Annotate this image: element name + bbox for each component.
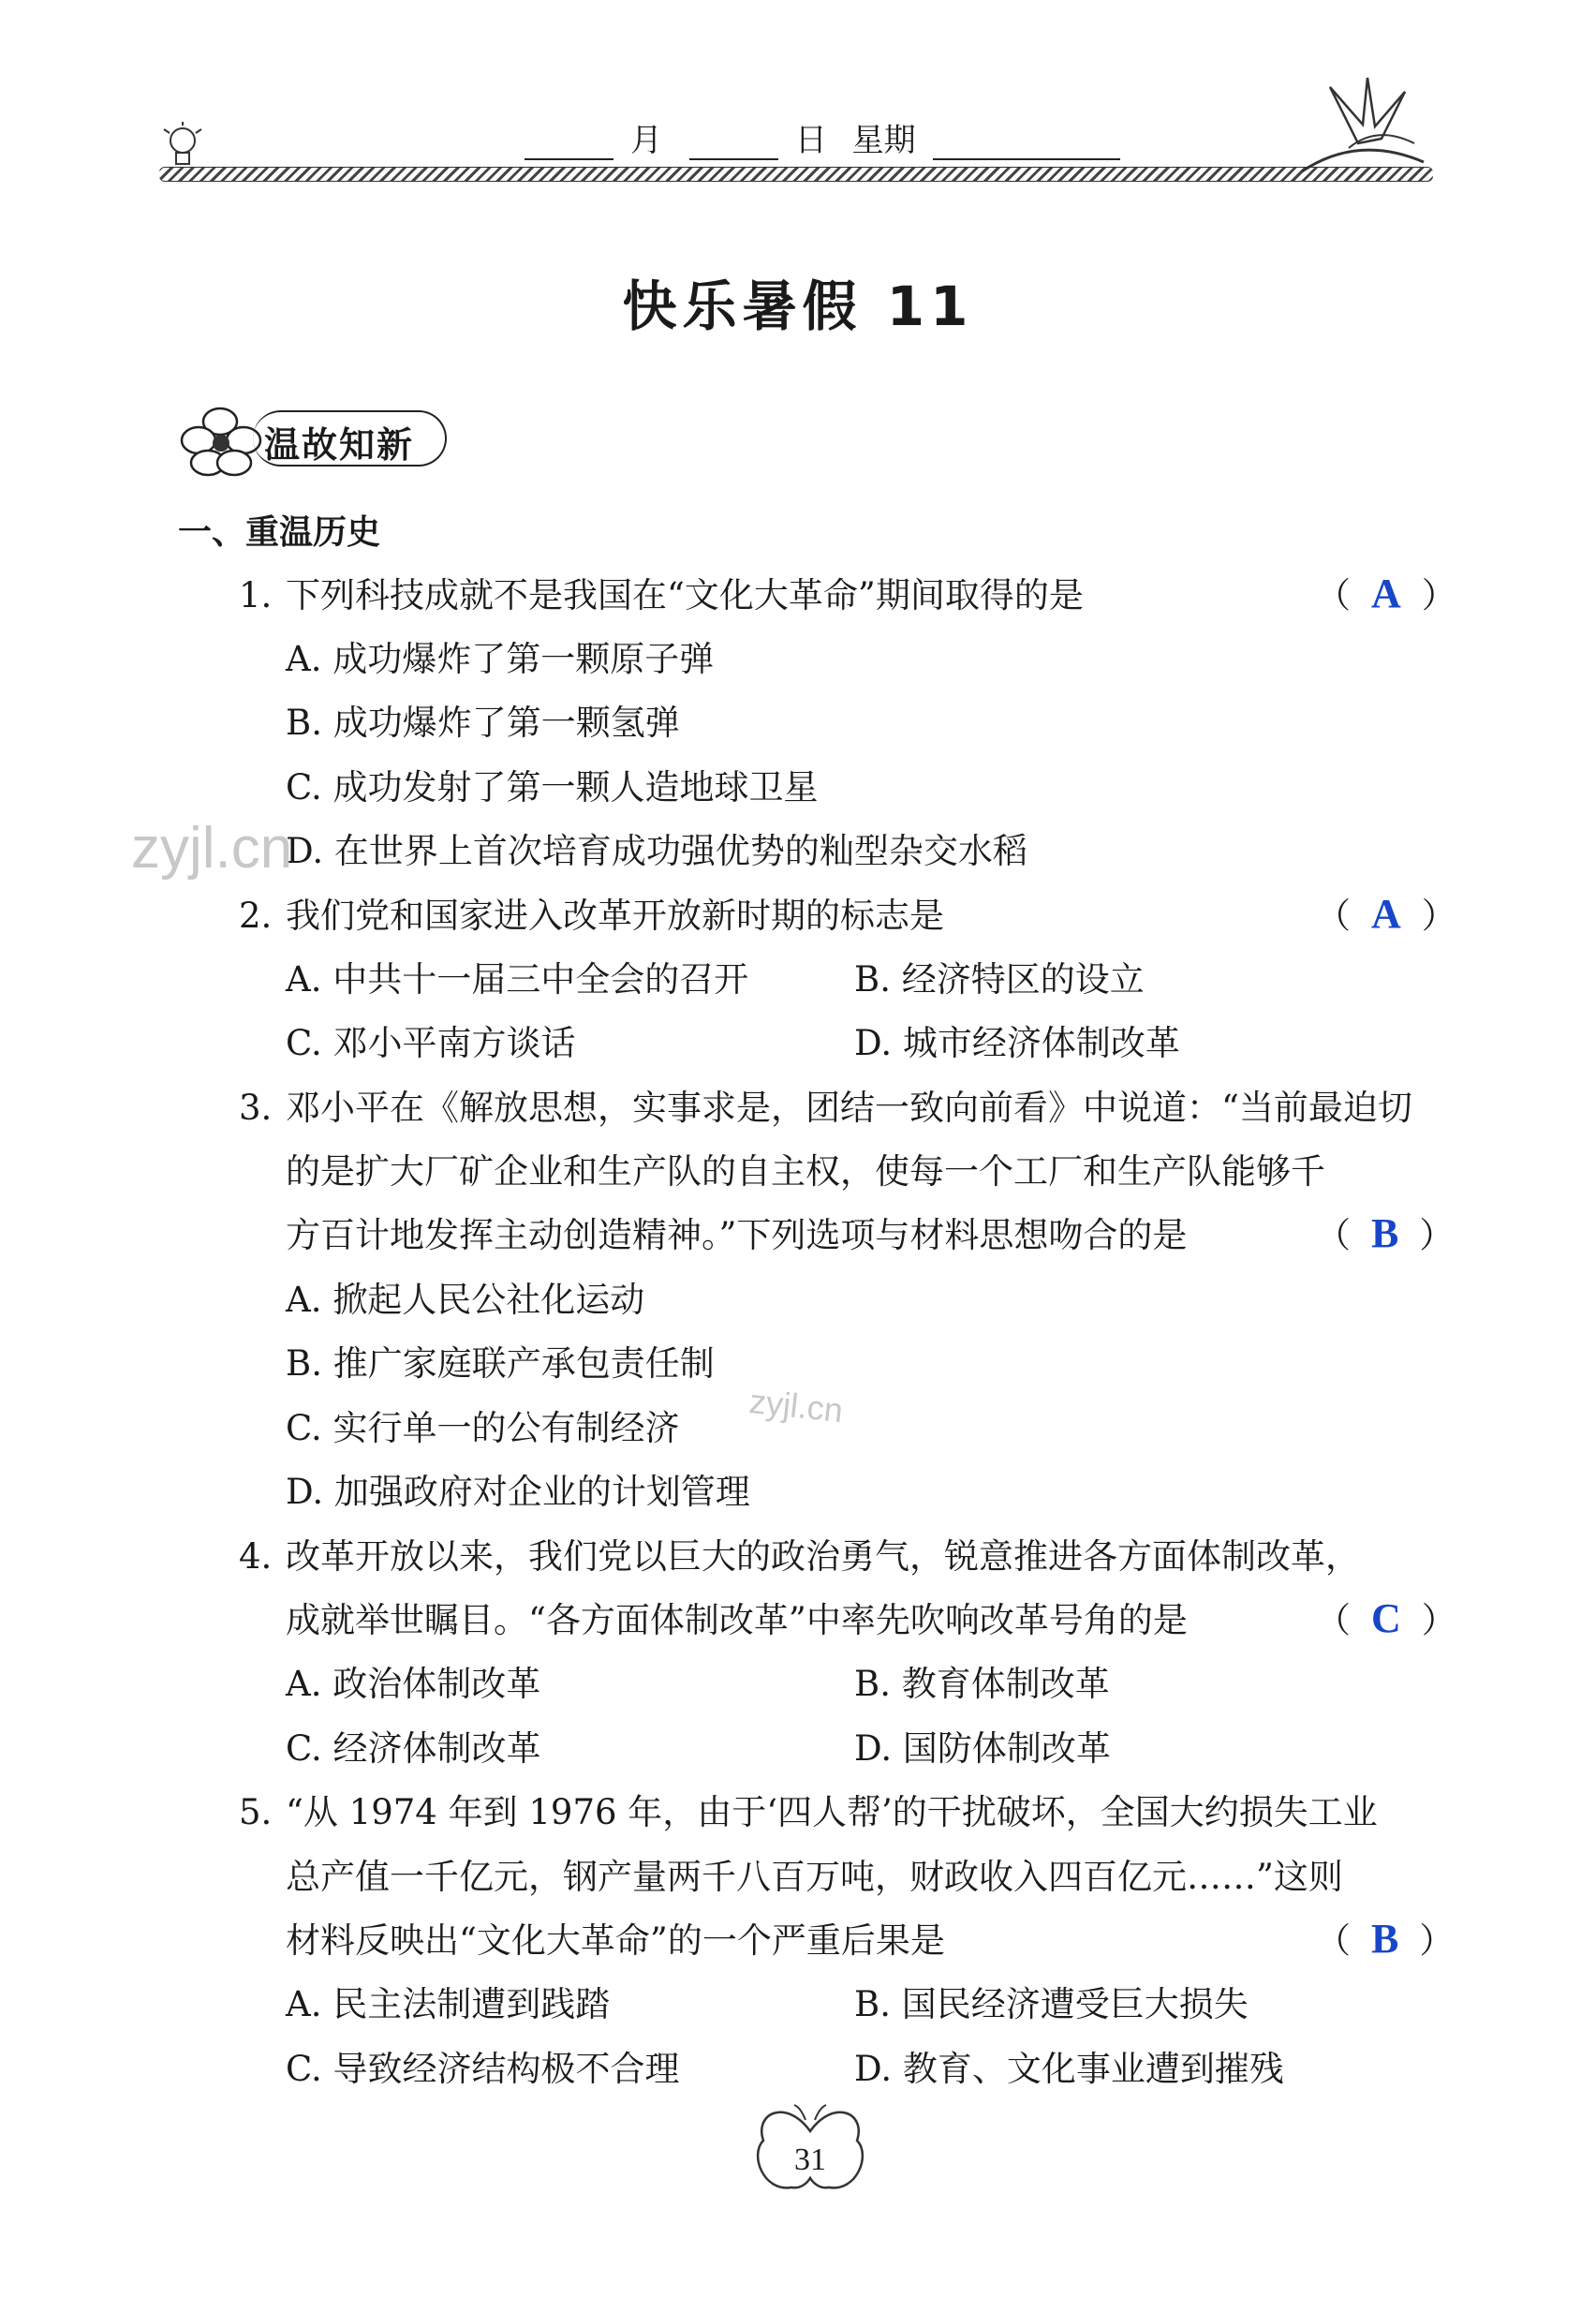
question-stem-line: 下列科技成就不是我国在“文化大革命”期间取得的是 xyxy=(286,575,1084,615)
question-number: 4. xyxy=(239,1536,273,1577)
part-title: 一、重温历史 xyxy=(178,513,381,552)
option: C. 实行单一的公有制经济 xyxy=(286,1408,680,1448)
question-stem-line: “从 1974 年到 1976 年，由于‘四人帮’的干扰破坏，全国大约损失工业 xyxy=(286,1792,1378,1832)
watermark: zyjl.cn xyxy=(131,816,293,881)
option: B. 经济特区的设立 xyxy=(854,959,1145,1000)
answer-box xyxy=(1316,1916,1455,1962)
paren-open: （ xyxy=(1316,1600,1351,1640)
paren-close: ） xyxy=(1419,1920,1455,1961)
page-title: 快乐暑假 11 xyxy=(622,274,974,338)
question-number: 5. xyxy=(239,1792,273,1832)
weekday-blank xyxy=(933,130,1120,160)
answer-letter: B xyxy=(1371,1916,1399,1962)
paren-close: ） xyxy=(1421,896,1456,936)
option: B. 推广家庭联产承包责任制 xyxy=(286,1343,715,1384)
question-stem-line: 成就举世瞩目。“各方面体制改革”中率先吹响改革号角的是 xyxy=(286,1600,1188,1640)
answer-box xyxy=(1316,1210,1455,1256)
paren-open: （ xyxy=(1316,896,1351,936)
day-label: 日 xyxy=(794,122,827,159)
option: C. 邓小平南方谈话 xyxy=(286,1023,576,1063)
option: D. 教育、文化事业遭到摧残 xyxy=(854,2049,1284,2089)
answer-letter: C xyxy=(1371,1595,1401,1641)
page-number-badge xyxy=(749,2103,871,2201)
question-stem-line: 方百计地发挥主动创造精神。”下列选项与材料思想吻合的是 xyxy=(286,1215,1188,1255)
question-stem-line: 材料反映出“文化大革命”的一个严重后果是 xyxy=(286,1920,945,1961)
question-stem-line: 总产值一千亿元，钢产量两千八百万吨，财政收入四百亿元……”这则 xyxy=(286,1857,1343,1897)
question-stem-line: 改革开放以来，我们党以巨大的政治勇气，锐意推进各方面体制改革， xyxy=(286,1536,1360,1577)
page-number: 31 xyxy=(794,2142,826,2177)
section-label: 温故知新 xyxy=(264,424,415,466)
question-stem-line: 邓小平在《解放思想，实事求是，团结一致向前看》中说道：“当前最迫切 xyxy=(286,1088,1412,1128)
question-number: 2. xyxy=(239,896,273,936)
option: B. 成功爆炸了第一颗氢弹 xyxy=(286,703,680,743)
paren-open: （ xyxy=(1316,575,1351,615)
option: C. 成功发射了第一颗人造地球卫星 xyxy=(286,767,819,808)
option: D. 在世界上首次培育成功强优势的籼型杂交水稻 xyxy=(286,831,1027,871)
month-blank xyxy=(525,130,613,160)
weekday-label: 星期 xyxy=(851,122,916,159)
question-number: 1. xyxy=(239,575,273,615)
option: A. 中共十一届三中全会的召开 xyxy=(286,959,749,1000)
answer-letter: B xyxy=(1371,1210,1399,1256)
option: A. 民主法制遭到践踏 xyxy=(286,1984,611,2024)
date-line xyxy=(515,114,1130,160)
option: B. 教育体制改革 xyxy=(854,1664,1110,1704)
answer-box xyxy=(1316,891,1456,937)
paren-open: （ xyxy=(1316,1215,1351,1255)
answer-box xyxy=(1316,573,1456,615)
section-badge xyxy=(178,403,459,478)
option: B. 国民经济遭受巨大损失 xyxy=(854,1984,1249,2024)
option: C. 导致经济结构极不合理 xyxy=(286,2049,680,2089)
option: A. 成功爆炸了第一颗原子弹 xyxy=(286,639,715,679)
question-stem-line: 我们党和国家进入改革开放新时期的标志是 xyxy=(286,896,944,936)
paren-close: ） xyxy=(1421,575,1456,615)
option: C. 经济体制改革 xyxy=(286,1728,541,1769)
rope-divider xyxy=(159,167,1433,182)
option: D. 加强政府对企业的计划管理 xyxy=(286,1472,750,1512)
paren-open: （ xyxy=(1316,1920,1351,1961)
paren-close: ） xyxy=(1419,1215,1455,1255)
answer-letter: A xyxy=(1371,571,1401,616)
paren-close: ） xyxy=(1421,1600,1456,1640)
option: D. 国防体制改革 xyxy=(854,1728,1111,1769)
month-label: 月 xyxy=(630,122,662,159)
watermark: zyjl.cn xyxy=(747,1381,845,1430)
question-stem-line: 的是扩大厂矿企业和生产队的自主权，使每一个工厂和生产队能够千 xyxy=(286,1151,1325,1192)
answer-letter: A xyxy=(1371,891,1401,937)
option: D. 城市经济体制改革 xyxy=(854,1023,1180,1063)
option: A. 政治体制改革 xyxy=(286,1664,541,1704)
answer-box xyxy=(1316,1595,1456,1641)
option: A. 掀起人民公社化运动 xyxy=(286,1280,645,1320)
question-number: 3. xyxy=(239,1088,273,1128)
bird-of-paradise-flower-icon xyxy=(1293,68,1433,181)
page-header xyxy=(159,101,1433,204)
day-blank xyxy=(689,130,778,160)
